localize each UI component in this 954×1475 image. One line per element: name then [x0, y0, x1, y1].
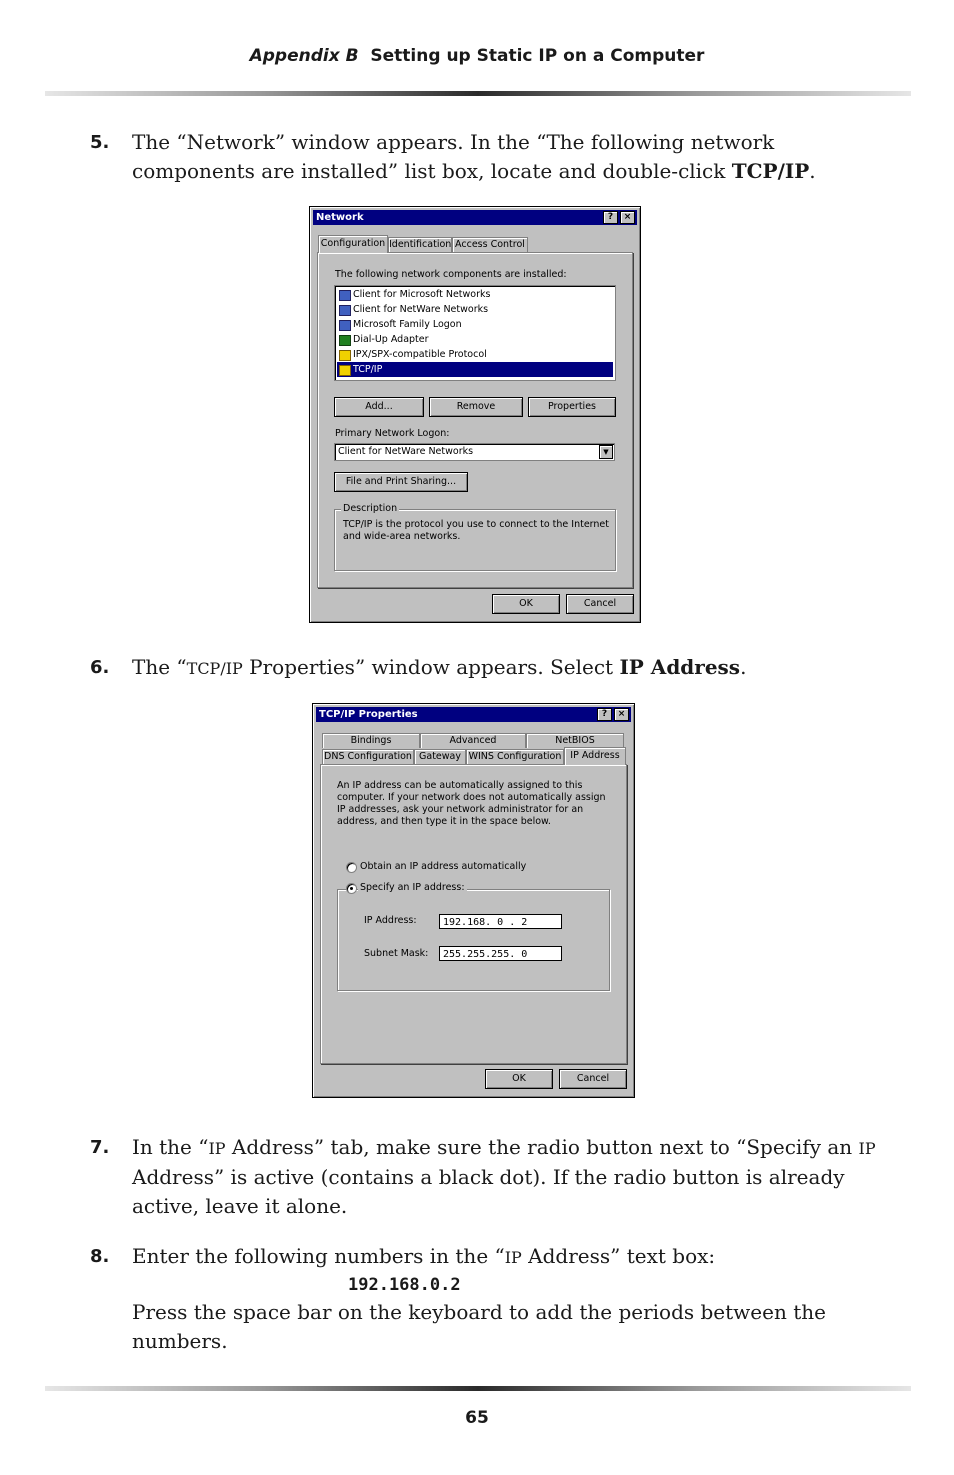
- subnet-mask-label: Subnet Mask:: [364, 948, 429, 959]
- protocol-icon: [339, 365, 351, 376]
- title-bar: [316, 707, 631, 722]
- obtain-auto-label: Obtain an IP address automatically: [360, 861, 527, 872]
- step-number: 6.: [90, 657, 110, 678]
- cancel-button[interactable]: Cancel: [566, 594, 634, 614]
- description-title: Description: [343, 503, 398, 514]
- appendix-label: Appendix B: [249, 46, 359, 66]
- logon-value: Client for NetWare Networks: [338, 446, 474, 457]
- ok-button[interactable]: OK: [492, 594, 560, 614]
- tab-access-control[interactable]: Access Control: [452, 237, 528, 252]
- emphasis: IP Address: [619, 655, 741, 679]
- list-item-selected[interactable]: TCP/IP: [337, 362, 613, 377]
- ok-button[interactable]: OK: [485, 1069, 553, 1089]
- header-title: Setting up Static IP on a Computer: [370, 46, 705, 66]
- logon-label: Primary Network Logon:: [335, 428, 450, 439]
- dropdown-arrow-icon[interactable]: ▼: [599, 445, 613, 459]
- step-number: 8.: [90, 1246, 110, 1267]
- window-title: TCP/IP Properties: [319, 709, 418, 720]
- list-item[interactable]: Client for Microsoft Networks: [337, 287, 613, 302]
- list-item[interactable]: Client for NetWare Networks: [337, 302, 613, 317]
- logon-select[interactable]: [334, 443, 615, 461]
- cancel-button[interactable]: Cancel: [559, 1069, 627, 1089]
- emphasis: TCP/IP: [731, 159, 810, 183]
- tab-advanced[interactable]: Advanced: [420, 733, 526, 748]
- network-client-icon: [339, 320, 351, 331]
- help-button[interactable]: ?: [597, 708, 612, 721]
- step-number: 7.: [90, 1137, 110, 1158]
- subnet-mask-input[interactable]: 255.255.255. 0: [439, 946, 562, 961]
- list-item[interactable]: Microsoft Family Logon: [337, 317, 613, 332]
- step-6: [90, 653, 890, 683]
- description-group: [334, 503, 616, 571]
- tab-gateway[interactable]: Gateway: [414, 749, 466, 764]
- components-label: The following network components are installed:: [335, 269, 567, 280]
- network-adapter-icon: [339, 335, 351, 346]
- tab-wins-configuration[interactable]: WINS Configuration: [466, 749, 564, 764]
- step-5: [90, 128, 890, 186]
- tab-identification[interactable]: Identification: [389, 239, 452, 250]
- specify-ip-label: Specify an IP address:: [360, 882, 465, 893]
- tab-ip-address[interactable]: IP Address: [564, 747, 626, 765]
- step-8: [90, 1242, 890, 1356]
- properties-button[interactable]: Properties: [528, 397, 616, 417]
- title-bar: [313, 210, 637, 225]
- tab-bindings[interactable]: Bindings: [322, 733, 420, 748]
- step-7: [90, 1133, 890, 1221]
- protocol-icon: [339, 350, 351, 361]
- page-number: 65: [465, 1408, 489, 1428]
- step-text: The “Network” window appears. In the “The following network components are installed” list box, locate and double-click TCP/IP.: [132, 130, 816, 183]
- components-list[interactable]: [334, 285, 616, 381]
- remove-button[interactable]: Remove: [429, 397, 523, 417]
- step-text: In the “IP Address” tab, make sure the radio button next to “Specify an IP Address” is active (contains a black dot). If the radio button is already active, leave it alone.: [132, 1135, 876, 1218]
- specify-ip-radio[interactable]: [346, 883, 357, 894]
- tab-configuration[interactable]: Configuration: [318, 235, 388, 253]
- header-rule: [45, 91, 911, 96]
- ip-address-input[interactable]: 192.168. 0 . 2: [439, 914, 562, 929]
- list-item[interactable]: IPX/SPX-compatible Protocol: [337, 347, 613, 362]
- step-text: Enter the following numbers in the “IP Address” text box: 192.168.0.2 Press the space bar on the keyboard to add the periods between the numbers.: [132, 1242, 890, 1356]
- network-client-icon: [339, 290, 351, 301]
- footer-rule: [45, 1386, 911, 1391]
- window-title: Network: [316, 212, 364, 223]
- list-item[interactable]: Dial-Up Adapter: [337, 332, 613, 347]
- step-text: The “TCP/IP Properties” window appears. Select IP Address.: [132, 655, 747, 679]
- obtain-auto-radio[interactable]: [346, 862, 357, 873]
- step-number: 5.: [90, 132, 110, 153]
- running-header: [0, 46, 954, 66]
- help-button[interactable]: ?: [603, 211, 618, 224]
- ip-address-code: 192.168.0.2: [348, 1275, 461, 1295]
- close-button[interactable]: ×: [620, 211, 635, 224]
- add-button[interactable]: Add...: [334, 397, 424, 417]
- ip-address-label: IP Address:: [364, 915, 417, 926]
- network-client-icon: [339, 305, 351, 316]
- intro-text: An IP address can be automatically assigned to this computer. If your network does not automatically assign IP addresses, ask your network administrator for an address, and then type it in the space below.: [337, 780, 606, 827]
- specify-ip-group: [337, 889, 610, 991]
- close-button[interactable]: ×: [614, 708, 629, 721]
- tcpip-properties-dialog: [312, 703, 635, 1098]
- tab-netbios[interactable]: NetBIOS: [526, 733, 624, 748]
- network-dialog: [309, 206, 641, 623]
- tab-dns-configuration[interactable]: DNS Configuration: [322, 749, 414, 764]
- description-text: TCP/IP is the protocol you use to connect to the Internet and wide-area networks.: [343, 519, 609, 542]
- file-print-sharing-button[interactable]: File and Print Sharing...: [334, 472, 468, 492]
